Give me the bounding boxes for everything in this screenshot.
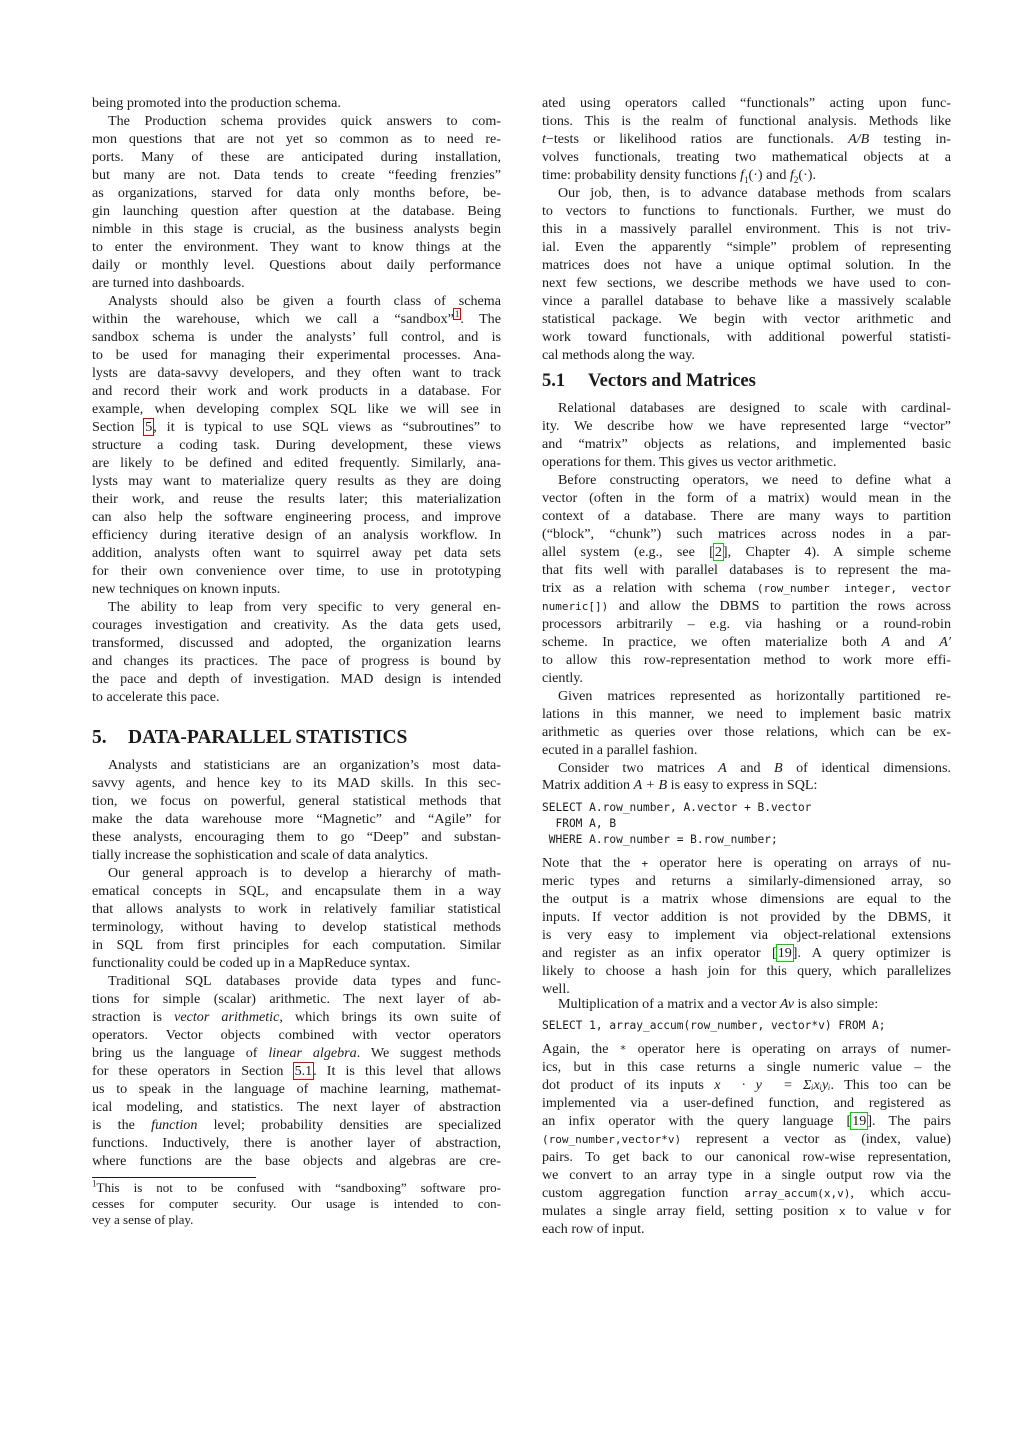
- paragraph-line: and “matrix” objects as relations, and implemented basic: [542, 436, 951, 452]
- paragraph-line: (row_number,vector*v) represent a vector as (index, value): [542, 1131, 951, 1147]
- paragraph-line: terminology, without having to develop statistical methods: [92, 919, 501, 935]
- paragraph-line: ematical concepts in SQL, and encapsulate them in a way: [92, 883, 501, 899]
- paragraph-line: allel system (e.g., see [2], Chapter 4). A simple scheme: [542, 544, 951, 560]
- paragraph-line: trix as a relation with schema (row_number integer, vector: [542, 580, 951, 596]
- paragraph-line: The ability to leap from very specific to very general en-: [108, 599, 501, 615]
- code-line: WHERE A.row_number = B.row_number;: [542, 833, 778, 846]
- paragraph-line: time: probability density functions $f_1(\cdot)$ and $f_2(\cdot)$.: [542, 167, 817, 185]
- paragraph-line: Section 5, it is typical to use SQL views as “subroutines” to: [92, 419, 501, 435]
- paragraph-line: Traditional SQL databases provide data types and func-: [108, 973, 501, 989]
- paragraph-line: that allows analysts to work in relatively familiar statistical: [92, 901, 501, 917]
- paragraph-line: example, when developing complex SQL like we will see in: [92, 401, 501, 417]
- paragraph-line: Before constructing operators, we need to define what a: [558, 472, 951, 488]
- footnote-ref-link[interactable]: 1: [454, 309, 460, 320]
- section-ref-link[interactable]: 5: [145, 419, 153, 435]
- paragraph-line: transformed, discussed and adopted, the organization learns: [92, 635, 501, 651]
- paragraph-line: cal methods along the way.: [542, 347, 695, 363]
- paragraph-line: ical modeling, and statistics. The next layer of abstraction: [92, 1099, 501, 1115]
- paragraph-line: is very easy to implement via object-relational extensions: [542, 927, 951, 943]
- paragraph-line: Analysts should also be given a fourth class of schema: [108, 293, 501, 309]
- paragraph-line: The Production schema provides quick answers to com-: [108, 113, 501, 129]
- paragraph-line: are turned into dashboards.: [92, 275, 245, 291]
- paragraph-line: gin launching question after question at the database. Being: [92, 203, 501, 219]
- paragraph-line: an infix operator with the query language [19]. The pairs: [542, 1113, 951, 1129]
- paragraph-line: Note that the + operator here is operating on arrays of nu-: [542, 855, 951, 871]
- paragraph-line: we convert to an array type in a single output row via the: [542, 1167, 951, 1183]
- paragraph-line: the pace and depth of investigation. MAD design is intended: [92, 671, 501, 687]
- paragraph-line: to accelerate this pace.: [92, 689, 220, 705]
- citation-link[interactable]: 19: [852, 1113, 867, 1129]
- paragraph-line: lations in this manner, we need to implement basic matrix: [542, 706, 951, 722]
- paragraph-line: dot product of its inputs x⃗ · y⃗ = Σᵢxᵢyᵢ. This too can be: [542, 1077, 951, 1093]
- paragraph-line: for their own convenience over time, to use in prototyping: [92, 563, 501, 579]
- citation-link[interactable]: 2: [714, 544, 722, 560]
- paragraph-line: this in a massively parallel environment. This is not triv-: [542, 221, 951, 237]
- paragraph-line: Our job, then, is to advance database methods from scalars: [558, 185, 951, 201]
- paragraph-line: lysts are data-savvy developers, and they often want to track: [92, 365, 501, 381]
- paragraph-line: arithmetic as queries over those relations, which can be ex-: [542, 724, 951, 740]
- paragraph-line: and register as an infix operator [19]. A query optimizer is: [542, 945, 951, 961]
- paragraph-line: can also help the software engineering process, and improve: [92, 509, 501, 525]
- paragraph-line: ecuted in a parallel fashion.: [542, 742, 698, 758]
- paragraph-line: tion, we focus on powerful, general statistical methods that: [92, 793, 501, 809]
- paragraph-line: scheme. In practice, we often materialize both A and A′: [542, 634, 951, 650]
- paragraph-line: well.: [542, 981, 570, 997]
- paragraph-line: their work, and reuse the results later; this materialization: [92, 491, 501, 507]
- paragraph-line: matrices does not have a unique optimal solution. In the: [542, 257, 951, 273]
- paragraph-line: structure a coding task. During development, these views: [92, 437, 501, 453]
- paragraph-line: Multiplication of a matrix and a vector Av is also simple:: [558, 996, 879, 1012]
- paragraph-line: likely to choose a hash join for this query, which parallelizes: [542, 963, 951, 979]
- paragraph-line: numeric[]) and allow the DBMS to partition the rows across: [542, 598, 951, 614]
- paragraph-line: volves functionals, treating two mathematical objects at a: [542, 149, 951, 165]
- paragraph-line: to allow this row-representation method to work more effi-: [542, 652, 951, 668]
- footnote-line: $^1$This is not to be confused with “sandboxing” software pro-: [92, 1178, 501, 1195]
- paragraph-line: t−tests or likelihood ratios are functionals. A/B testing in-: [542, 131, 951, 147]
- paragraph-line: implemented via a user-defined function, and registered as: [542, 1095, 951, 1111]
- paragraph-line: us to speak in the language of machine learning, mathemat-: [92, 1081, 501, 1097]
- code-line: SELECT A.row_number, A.vector + B.vector: [542, 801, 812, 814]
- paragraph-line: Matrix addition A + B is easy to express in SQL:: [542, 777, 818, 793]
- paragraph-line: operations for them. This gives us vector arithmetic.: [542, 454, 837, 470]
- footnote-line: cesses for computer security. Our usage is intended to con-: [92, 1196, 501, 1211]
- paragraph-line: mulates a single array field, setting position x to value v for: [542, 1203, 951, 1219]
- paragraph-line: functionality could be coded up in a MapReduce syntax.: [92, 955, 411, 971]
- footnote-marker: 1: [92, 1178, 97, 1189]
- section-heading: 5. DATA-PARALLEL STATISTICS: [92, 727, 408, 748]
- paragraph-line: for these operators in Section 5.1. It is this level that allows: [92, 1063, 501, 1079]
- paragraph-line: pairs. To get back to our canonical row-wise representation,: [542, 1149, 951, 1165]
- paragraph-line: Analysts and statisticians are an organization’s most data-: [108, 757, 501, 773]
- paragraph-line: ial. Even the apparently “simple” problem of representing: [542, 239, 951, 255]
- paragraph-line: courages investigation and creativity. As the data gets used,: [92, 617, 501, 633]
- paragraph-line: straction is vector arithmetic, which brings its own suite of: [92, 1009, 501, 1025]
- paragraph-line: mon questions that are not yet so common as to need re-: [92, 131, 501, 147]
- paragraph-line: to be used for managing their experimental processes. Ana-: [92, 347, 501, 363]
- paragraph-line: and record their work and work products in a database. For: [92, 383, 501, 399]
- paragraph-line: vector (often in the form of a matrix) would mean in the: [542, 490, 951, 506]
- paragraph-line: Given matrices represented as horizontally partitioned re-: [558, 688, 951, 704]
- paragraph-line: vince a parallel database to behave like a massively scalable: [542, 293, 951, 309]
- paragraph-line: nimble in this stage is crucial, as the business analysts begin: [92, 221, 501, 237]
- paragraph-line: the output is a matrix whose dimensions are equal to the: [542, 891, 951, 907]
- paragraph-line: context of a database. There are many ways to partition: [542, 508, 951, 524]
- paragraph-line: daily or monthly level. Questions about daily performance: [92, 257, 501, 273]
- paragraph-line: tions. This is the realm of functional analysis. Methods like: [542, 113, 951, 129]
- paragraph-line: (“block”, “chunk”) such matrices across nodes in a par-: [542, 526, 951, 542]
- paragraph-line: Again, the * operator here is operating on arrays of numer-: [542, 1041, 952, 1057]
- paragraph-line: that fits well with parallel databases is to represent the ma-: [542, 562, 951, 578]
- paragraph-line: Relational databases are designed to scale with cardinal-: [558, 400, 951, 416]
- code-line: FROM A, B: [542, 817, 617, 830]
- code-block: SELECT 1, array_accum(row_number, vector*v) FROM A;: [542, 1019, 886, 1032]
- paragraph-line: being promoted into the production schema.: [92, 95, 341, 111]
- paragraph-line: but many are not. Data tends to create “feeding frenzies”: [92, 167, 501, 183]
- paragraph-line: Consider two matrices A and B of identical dimensions.: [558, 760, 951, 776]
- paragraph-line: within the warehouse, which we call a “sandbox”$^1$. The: [92, 309, 501, 327]
- paragraph-line: ated using operators called “functionals” acting upon func-: [542, 95, 951, 111]
- paragraph-line: functions. Inductively, there is another layer of abstraction,: [92, 1135, 501, 1151]
- paragraph-line: sandbox schema is under the analysts’ full control, and is: [92, 329, 501, 345]
- paragraph-line: as organizations, starved for data only months before, be-: [92, 185, 501, 201]
- paragraph-line: new techniques on known inputs.: [92, 581, 281, 597]
- paragraph-line: to vectors to functions to functionals. Further, we must do: [542, 203, 951, 219]
- paragraph-line: ity. We describe how we have represented large “vector”: [542, 418, 951, 434]
- paragraph-line: in SQL from first principles for each computation. Similar: [92, 937, 501, 953]
- paragraph-line: tions for simple (scalar) arithmetic. The next layer of ab-: [92, 991, 501, 1007]
- footnote-line: vey a sense of play.: [92, 1212, 194, 1227]
- paragraph-line: ics, but in this case returns a single numeric value – the: [542, 1059, 951, 1075]
- paragraph-line: meric types and returns a similarly-dimensioned array, so: [542, 873, 951, 889]
- paragraph-line: and changes its practices. The pace of progress is bound by: [92, 653, 501, 669]
- paragraph-line: where functions are the base objects and algebras are cre-: [92, 1153, 501, 1169]
- paragraph-line: savvy agents, and hence key to its MAD skills. In this sec-: [92, 775, 501, 791]
- paragraph-line: lysts may want to materialize query results as they are doing: [92, 473, 501, 489]
- paragraph-line: operators. Vector objects combined with vector operators: [92, 1027, 501, 1043]
- paragraph-line: is the function level; probability densities are specialized: [92, 1117, 501, 1133]
- paragraph-line: make the data warehouse more “Magnetic” and “Agile” for: [92, 811, 501, 827]
- citation-link[interactable]: 19: [777, 945, 792, 961]
- paragraph-line: processors arbitrarily – e.g. via hashing or a round-robin: [542, 616, 951, 632]
- paragraph-line: tially increase the sophistication and scale of data analytics.: [92, 847, 429, 863]
- paragraph-line: inputs. If vector addition is not provided by the DBMS, it: [542, 909, 951, 925]
- paragraph-line: statistical package. We begin with vector arithmetic and: [542, 311, 951, 327]
- paragraph-line: efficiency during iterative design of an analysis workflow. In: [92, 527, 501, 543]
- footnote-divider: [92, 1177, 256, 1178]
- paragraph-line: ports. Many of these are anticipated during installation,: [92, 149, 501, 165]
- section-ref-link[interactable]: 5.1: [294, 1063, 313, 1079]
- paragraph-line: are likely to be defined and edited frequently. Similarly, ana-: [92, 455, 501, 471]
- paragraph-line: to enter the environment. They want to know things at the: [92, 239, 501, 255]
- paragraph-line: addition, analysts often want to squirrel away pet data sets: [92, 545, 501, 561]
- paragraph-line: Our general approach is to develop a hierarchy of math-: [108, 865, 501, 881]
- paragraph-line: next few sections, we describe methods we have used to con-: [542, 275, 951, 291]
- paragraph-line: bring us the language of linear algebra. We suggest methods: [92, 1045, 501, 1061]
- paragraph-line: each row of input.: [542, 1221, 645, 1237]
- paragraph-line: ciently.: [542, 670, 583, 686]
- paragraph-line: these analysts, encouraging them to go “Deep” and substan-: [92, 829, 501, 845]
- paragraph-line: custom aggregation function array_accum(x,v), which accu-: [542, 1185, 951, 1201]
- subsection-heading: 5.1 Vectors and Matrices: [542, 371, 756, 391]
- paragraph-line: work toward functionals, with additional powerful statisti-: [542, 329, 951, 345]
